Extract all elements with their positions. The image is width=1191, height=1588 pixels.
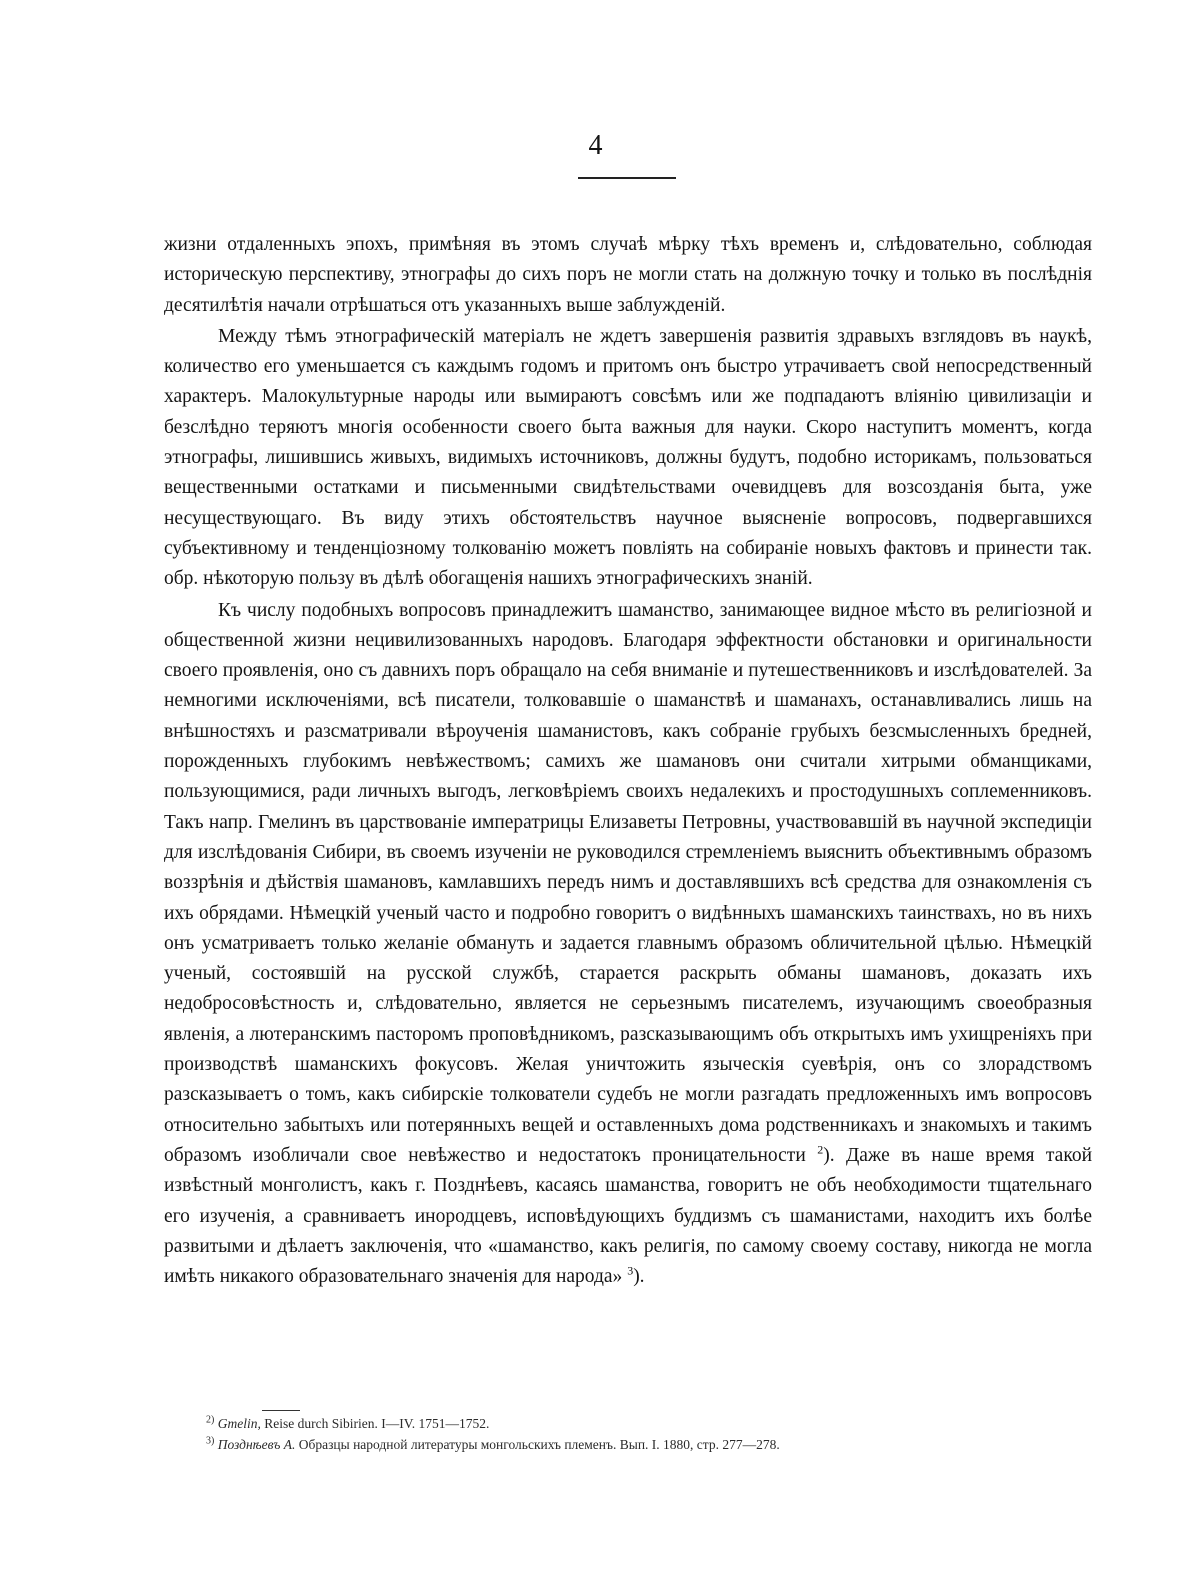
page-number: 4 <box>588 130 603 161</box>
footnote-number: 3) <box>206 1435 215 1447</box>
footnotes <box>206 1413 1086 1455</box>
paragraph-3-continuation: . Даже въ наше время такой извѣстный монголистъ, какъ г. Позднѣевъ, касаясь шаманства, говоритъ не объ необходимости тщательнаго его изученія, а сравниваетъ инородцевъ, исповѣдующихъ буддизмъ съ шаманистами, находитъ ихъ болѣе развитыми и дѣлаетъ заключенія, что «шаманство, какъ религія, по самому своему составу, никогда не могла имѣть никакого образовательнаго значенія для народа» <box>164 1144 1093 1288</box>
paragraph-3-text: Къ числу подобныхъ вопросовъ принадлежитъ шаманство, занимающее видное мѣсто въ религіозной и общественной жизни нецивилизованныхъ народовъ. Благодаря эффектности обстановки и оригинальности своего проявленія, оно съ давнихъ поръ обращало на себя вниманіе и путешественниковъ и изслѣдователей. За немногими исключеніями, всѣ писатели, толковавшіе о шаманствѣ и шаманахъ, останавливались лишь на внѣшностяхъ и разсматривали вѣроученія шаманистовъ, какъ собраніе грубыхъ безсмысленныхъ бредней, порожденныхъ глубокимъ невѣжествомъ; самихъ же шамановъ они считали хитрыми обманщиками, пользующимися, ради личныхъ выгодъ, легковѣріемъ своихъ недалекихъ и простодушныхъ соплеменниковъ. Такъ напр. Гмелинъ въ царствованіе императрицы Елизаветы Петровны, участвовавшій въ научной экспедиціи для изслѣдованія Сибири, въ своемъ изученіи не руководился стремленіемъ выяснить объективнымъ образомъ воззрѣнія и дѣйствія шамановъ, камлавшихъ передъ нимъ и доставлявшихъ всѣ средства для ознакомленія съ ихъ обрядами. Нѣмецкій ученый часто и подробно говоритъ о видѣнныхъ шаманскихъ таинствахъ, но въ нихъ онъ усматриваетъ только желаніе обмануть и задается главнымъ образомъ обличительной цѣлью. Нѣмецкій ученый, состоявшій на русской службѣ, старается раскрыть обманы шамановъ, доказать ихъ недобросовѣстность и, слѣдовательно, является не серьезнымъ писателемъ, изучающимъ своеобразныя явленія, а лютеранскимъ пасторомъ проповѣдникомъ, разсказывающимъ объ открытыхъ имъ ухищреніяхъ при производствѣ шаманскихъ фокусовъ. Желая уничтожить языческія суевѣрія, онъ со злорадствомъ разсказываетъ о томъ, какъ сибирскіе толкователи судебъ не могли разгадать предложенныхъ имъ вопросовъ относительно забытыхъ или потерянныхъ вещей и оставленныхъ дома родственникахъ и знакомыхъ и такимъ образомъ изобличали свое невѣжество и недостатокъ проницательности <box>164 599 1092 1166</box>
footnote-rule <box>262 1410 300 1411</box>
footnote-author: Gmelin, <box>217 1416 261 1431</box>
footnote-ref-2: 2 <box>817 1142 824 1157</box>
footnote-3 <box>206 1434 1086 1455</box>
paragraph-2: Между тѣмъ этнографическій матеріалъ не ждетъ завершенія развитія здравыхъ взглядовъ въ наукѣ, количество его уменьшается съ каждымъ годомъ и притомъ онъ быстро утрачиваетъ свой непосредственный характеръ. Малокультурные народы или вымираютъ совсѣмъ или же подпадаютъ вліянію цивилизаціи и безслѣдно теряютъ многія особенности своего быта важныя для науки. Скоро наступитъ моментъ, когда этнографы, лишившись живыхъ, видимыхъ источниковъ, должны будутъ, подобно историкамъ, пользоваться вещественными остатками и письменными свидѣтельствами очевидцевъ для возсозданія быта, уже несуществующаго. Въ виду этихъ обстоятельствъ научное выясненіе вопросовъ, подвергавшихся субъективному и тенденціозному толкованію можетъ повліять на собираніе новыхъ фактовъ и принести так. обр. нѣкоторую пользу въ дѣлѣ обогащенія нашихъ этнографическихъ знаній. <box>164 325 1092 590</box>
footnote-number: 2) <box>206 1414 215 1426</box>
paragraph-3: Къ числу подобныхъ вопросовъ принадлежитъ шаманство, занимающее видное мѣсто въ религіозной и общественной жизни нецивилизованныхъ народовъ. Благодаря эффектности обстановки и оригинальности своего проявленія, оно съ давнихъ поръ обращало на себя вниманіе и путешественниковъ и изслѣдователей. За немногими исключеніями, всѣ писатели, толковавшіе о шаманствѣ и шаманахъ, останавливались лишь на внѣшностяхъ и разсматривали вѣроученія шаманистовъ, какъ собраніе грубыхъ безсмысленныхъ бредней, порожденныхъ глубокимъ невѣжествомъ; самихъ же шамановъ они считали хитрыми обманщиками, пользующимися, ради личныхъ выгодъ, легковѣріемъ своихъ недалекихъ и простодушныхъ соплеменниковъ. Такъ напр. Гмелинъ въ царствованіе императрицы Елизаветы Петровны, участвовавшій въ научной экспедиціи для изслѣдованія Сибири, въ своемъ изученіи не руководился стремленіемъ выяснить объективнымъ образомъ воззрѣнія и дѣйствія шамановъ, камлавшихъ передъ нимъ и доставлявшихъ всѣ средства для ознакомленія съ ихъ обрядами. Нѣмецкій ученый часто и подробно говоритъ о видѣнныхъ шаманскихъ таинствахъ, но въ нихъ онъ усматриваетъ только желаніе обмануть и задается главнымъ образомъ обличительной цѣлью. Нѣмецкій ученый, состоявшій на русской службѣ, старается раскрыть обманы шамановъ, доказать ихъ недобросовѣстность и, слѣдовательно, является не серьезнымъ писателемъ, изучающимъ своеобразныя явленія, а лютеранскимъ пасторомъ проповѣдникомъ, разсказывающимъ объ открытыхъ имъ ухищреніяхъ при производствѣ шаманскихъ фокусовъ. Желая уничтожить языческія суевѣрія, онъ со злорадствомъ разсказываетъ о томъ, какъ сибирскіе толкователи судебъ не могли разгадать предложенныхъ имъ вопросовъ относительно забытыхъ или потерянныхъ вещей и оставленныхъ дома родственникахъ и знакомыхъ и такимъ образомъ изобличали свое невѣжество и недостатокъ проницательности $^2$). Даже въ наше время такой извѣстный монголистъ, какъ г. Позднѣевъ, касаясь шаманства, говоритъ не объ необходимости тщательнаго его изученія, а сравниваетъ инородцевъ, исповѣдующихъ буддизмъ съ шаманистами, находитъ ихъ болѣе развитыми и дѣлаетъ заключенія, что «шаманство, какъ религія, по самому своему составу, никогда не могла имѣть никакого образовательнаго значенія для народа» $^3$). <box>164 599 1093 1288</box>
footnote-author: Позднѣевъ А. <box>217 1437 296 1452</box>
footnote-2 <box>206 1413 1086 1434</box>
body-text <box>164 230 1092 1292</box>
footnote-ref-3: 3 <box>627 1263 634 1278</box>
paragraph-1: жизни отдаленныхъ эпохъ, примѣняя въ этомъ случаѣ мѣрку тѣхъ временъ и, слѣдовательно, соблюдая историческую перспективу, этнографы до сихъ поръ не могли стать на должную точку и только въ послѣднія десятилѣтія начали отрѣшаться отъ указанныхъ выше заблужденій. <box>164 234 1092 316</box>
footnote-text: Reise durch Sibirien. I—IV. 1751—1752. <box>264 1416 490 1431</box>
header-rule <box>578 177 676 179</box>
footnote-text: Образцы народной литературы монгольскихъ племенъ. Вып. I. 1880, стр. 277—278. <box>298 1437 780 1452</box>
